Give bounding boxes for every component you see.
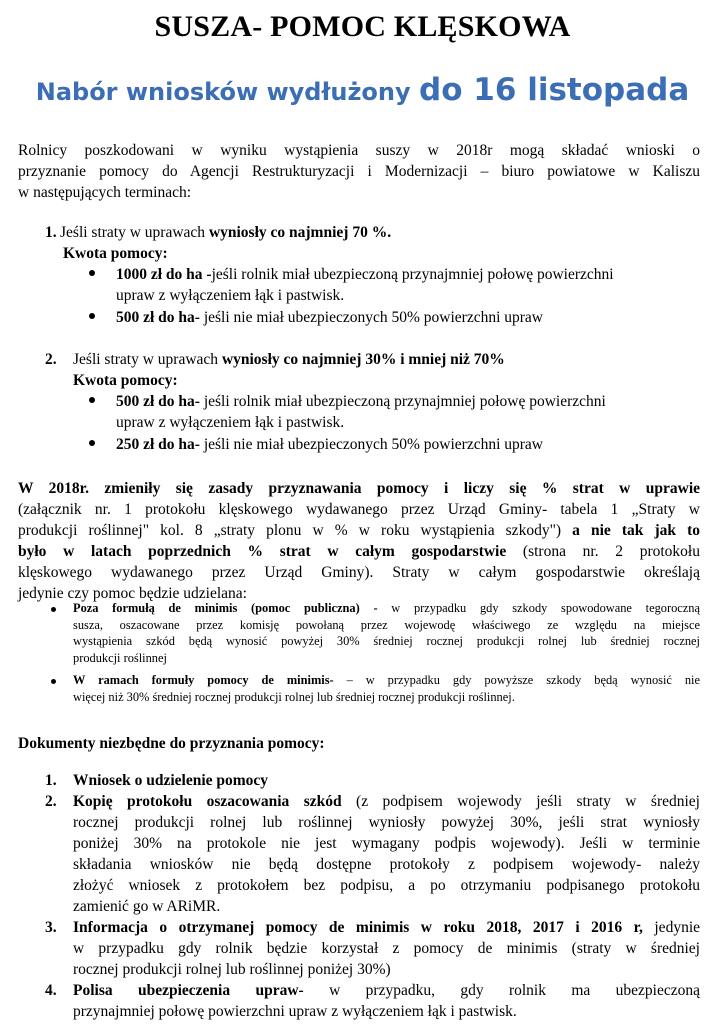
sub-bullet-text: wystąpienia szkód będą wynosić powyżej 30% średniej rocznej produkcji rolnej lub średniej rocznej	[73, 634, 700, 649]
document-number: 4.	[45, 982, 57, 999]
document-text: złożyć wniosek z protokołem bez podpisu, a po otrzymaniu podpisanego protokołu	[73, 877, 700, 894]
sub-bullet-text: – w przypadku gdy powyższe szkody będą wynosić nie	[333, 673, 700, 687]
bullet-icon	[89, 440, 95, 446]
case1-bullet-2	[116, 307, 700, 328]
document-item-1: Wniosek o udzielenie pomocy	[73, 772, 269, 789]
document-text: przynajmniej połowę powierzchni upraw z wyłączeniem łąk i pastwisk.	[73, 1003, 517, 1020]
document-number: 2.	[45, 793, 57, 810]
case1-bullet-1	[116, 264, 700, 306]
case2-condition-text: Jeśli straty w uprawach	[73, 351, 222, 368]
documents-heading: Dokumenty niezbędne do przyznania pomocy:	[18, 735, 325, 752]
case1-condition-text: Jeśli straty w uprawach	[60, 224, 209, 241]
document-number: 1.	[45, 772, 57, 789]
case2-amount-label: Kwota pomocy:	[73, 372, 178, 389]
bullet-amount: 500 zł do ha-	[116, 309, 200, 326]
case1-condition-threshold: wyniosły co najmniej 70 %.	[208, 224, 392, 241]
bullet-text: jeśli nie miał ubezpieczonych 50% powierzchni upraw	[199, 309, 543, 326]
bullet-icon	[89, 270, 95, 276]
sub-bullet-heading: Poza formułą de minimis (pomoc publiczna) -	[73, 601, 378, 615]
document-text: rocznej produkcji rolnej lub roślinnej wyniosły powyżej 30%, jeśli strat wyniosły	[73, 814, 700, 831]
intro-line: w następujących terminach:	[18, 184, 192, 201]
bullet-icon	[89, 397, 95, 403]
document-text: w przypadku, gdy rolnik ma ubezpieczoną	[303, 982, 700, 999]
rules-line: produkcji roślinnej" kol. 8 „straty plonu w % w roku wystąpienia szkody")	[18, 522, 573, 539]
case2-condition	[73, 349, 700, 370]
sub-bullet-text: w przypadku gdy szkody spowodowane tegoroczną	[377, 601, 700, 615]
rules-line: (strona nr. 2 protokołu	[506, 543, 700, 560]
case2-bullet-1	[116, 391, 700, 433]
subtitle-deadline: do 16 listopada	[419, 72, 690, 108]
bullet-text: jeśli rolnik miał ubezpieczoną przynajmniej połowę powierzchni	[211, 266, 614, 283]
rules-heading-line: W 2018r. zmieniły się zasady przyznawania pomocy i liczy się % strat w uprawie	[18, 480, 700, 497]
document-text: poniżej 30% na protokole nie jest wymagany podpis wojewody). Jeśli w terminie	[73, 835, 700, 852]
document-text: w przypadku gdy rolnik będzie korzystał z pomocy de minimis (straty w średniej	[73, 940, 700, 957]
sub-bullet-heading: W ramach formuły pomocy de minimis-	[73, 673, 334, 687]
intro-line: przyznanie pomocy do Agencji Restrukturyzacji i Modernizacji – biuro powiatowe w Kaliszu	[18, 163, 700, 180]
case1-number: 1.	[45, 224, 57, 241]
document-title: Informacja o otrzymanej pomocy de minimis w roku 2018, 2017 i 2016 r,	[73, 919, 643, 936]
case1-amount-label: Kwota pomocy:	[63, 245, 168, 262]
document-item-4	[73, 980, 700, 1022]
bullet-amount: 500 zł do ha-	[116, 393, 200, 410]
bullet-icon	[51, 607, 56, 612]
document-text: jedynie	[642, 919, 700, 936]
document-number: 3.	[45, 919, 57, 936]
page-title: SUSZA- POMOC KLĘSKOWA	[154, 10, 571, 43]
bullet-text: upraw z wyłączeniem łąk i pastwisk.	[116, 287, 345, 304]
sub-bullet-text: susza, oszacowane przez komisję powołaną przez wojewodę właściwego ze względu na miejsce	[73, 617, 700, 632]
intro-line: Rolnicy poszkodowani w wyniku wystąpienia suszy w 2018r mogą składać wnioski o	[18, 142, 700, 159]
case2-bullet-2	[116, 434, 700, 455]
page-subtitle	[0, 72, 725, 108]
document-text: składania wniosków nie będą dostępne protokoły z podpisem wojewody- należy	[73, 856, 700, 873]
rules-paragraph	[18, 478, 700, 604]
rules-line: klęskowego wydawanego przez Urząd Gminy). Straty w całym gospodarstwie określają	[18, 564, 700, 581]
bullet-text: jeśli nie miał ubezpieczonych 50% powierzchni upraw	[199, 436, 543, 453]
rules-line: (załącznik nr. 1 protokołu klęskowego wydawanego przez Urząd Gminy- tabela 1 „Straty w	[18, 501, 700, 518]
case1-condition	[60, 222, 700, 243]
document-title: Kopię protokołu oszacowania szkód	[73, 793, 342, 810]
sub-bullet-text: produkcji roślinnej	[73, 650, 167, 665]
rules-line: jedynie czy pomoc będzie udzielana:	[18, 585, 247, 602]
bullet-text: upraw z wyłączeniem łąk i pastwisk.	[116, 414, 345, 431]
case2-number: 2.	[45, 351, 57, 368]
rules-sub-bullet-1	[73, 600, 700, 666]
document-item-2	[73, 791, 700, 917]
intro-paragraph	[18, 140, 700, 203]
subtitle-text: Nabór wniosków wydłużony	[35, 78, 411, 106]
rules-emphasis: było w latach poprzednich % strat w całym gospodarstwie	[18, 543, 507, 560]
bullet-amount: 1000 zł do ha -	[116, 266, 212, 283]
rules-sub-bullet-2	[73, 672, 700, 705]
bullet-icon	[89, 313, 95, 319]
document-title: Polisa ubezpieczenia upraw-	[73, 982, 304, 999]
sub-bullet-text: więcej niż 30% średniej rocznej produkcji rolnej lub średniej rocznej produkcji roślinnej.	[73, 689, 515, 704]
document-text: rocznej produkcji rolnej lub roślinnej poniżej 30%)	[73, 961, 391, 978]
bullet-icon	[51, 679, 56, 684]
document-item-3	[73, 917, 700, 980]
bullet-amount: 250 zł do ha-	[116, 436, 200, 453]
bullet-text: jeśli rolnik miał ubezpieczoną przynajmniej połowę powierzchni	[199, 393, 606, 410]
case2-condition-threshold: wyniosły co najmniej 30% i mniej niż 70%	[221, 351, 505, 368]
document-text: zamienić go w ARiMR.	[73, 898, 221, 915]
document-text: (z podpisem wojewody jeśli straty w średniej	[341, 793, 700, 810]
rules-emphasis: a nie tak jak to	[572, 522, 700, 539]
